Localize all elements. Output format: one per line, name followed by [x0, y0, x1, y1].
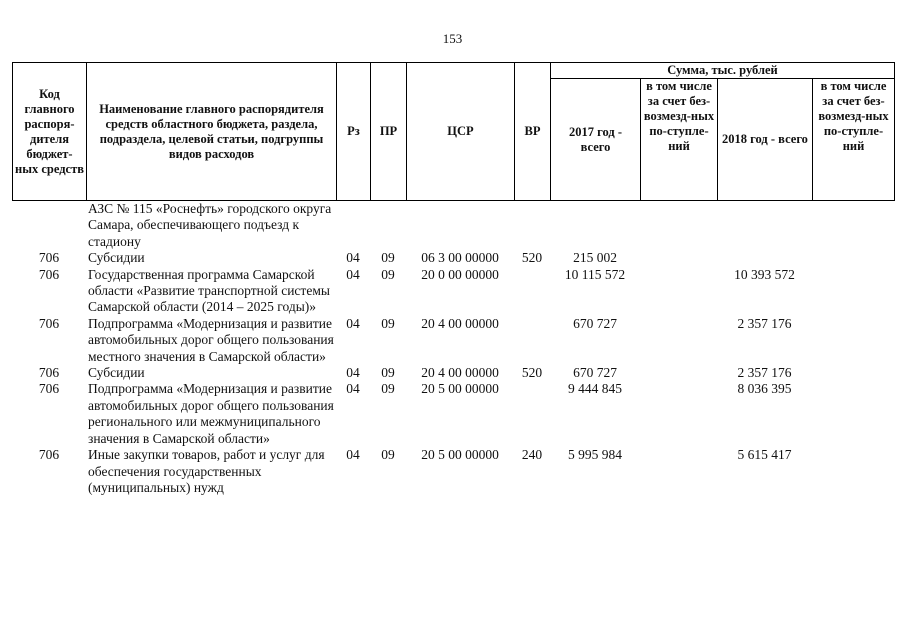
cell-pr: 09: [381, 447, 395, 463]
cell-name: Подпрограмма «Модернизация и развитие автомобильных дорог общего пользования местного значения в Самарской области»: [88, 315, 334, 364]
table-row: [12, 381, 894, 447]
header-2018-grants: в том числе за счет без-возмезд-ных по-ступле-ний: [813, 79, 895, 201]
cell-code: [12, 201, 86, 250]
cell-csr: [406, 201, 514, 250]
cell-code: 706: [38, 266, 60, 282]
cell-incl-2017: [640, 267, 717, 316]
cell-rz: 04: [346, 381, 360, 397]
cell-name: Государственная программа Самарской области «Развитие транспортной системы Самарской области (2014 – 2025 годы)»: [88, 266, 330, 315]
cell-vr: [514, 267, 550, 316]
cell-vr: [514, 381, 550, 447]
cell-incl-2018: [812, 250, 894, 266]
cell-name: Иные закупки товаров, работ и услуг для обеспечения государственных (муниципальных) нужд: [88, 447, 325, 495]
table-row: [12, 267, 894, 316]
cell-code: 706: [38, 365, 60, 381]
cell-total-2017: 10 115 572: [564, 266, 626, 282]
cell-pr: 09: [381, 381, 395, 397]
cell-incl-2018: [812, 447, 894, 496]
cell-name: Субсидии: [88, 365, 145, 381]
cell-name: АЗС № 115 «Роснефть» городского округа Самара, обеспечивающего подъезд к стадиону: [88, 201, 332, 249]
cell-incl-2018: [812, 201, 894, 250]
cell-csr: 20 4 00 00000: [421, 315, 499, 331]
cell-total-2017: 5 995 984: [568, 447, 622, 463]
cell-total-2017: 215 002: [573, 250, 617, 266]
budget-table-header: [12, 62, 895, 201]
header-vr: ВР: [515, 63, 551, 201]
cell-total-2017: 9 444 845: [568, 381, 622, 397]
cell-name: Подпрограмма «Модернизация и развитие автомобильных дорог общего пользования регионального или межмуниципального значения в Самарской области»: [88, 381, 334, 446]
page-number: 153: [442, 31, 463, 46]
cell-total-2018: 5 615 417: [737, 447, 792, 463]
cell-total-2017: 670 727: [573, 315, 617, 331]
cell-rz: 04: [346, 447, 360, 463]
header-name: Наименование главного распорядителя средств областного бюджета, раздела, подраздела, целевой статьи, подгруппы видов расходов: [87, 63, 337, 201]
cell-rz: 04: [346, 266, 360, 282]
cell-pr: 09: [381, 365, 395, 381]
cell-total-2017: [550, 201, 640, 250]
table-row: [12, 365, 894, 381]
table-row: [12, 447, 894, 496]
cell-incl-2018: [812, 381, 894, 447]
cell-total-2018: 2 357 176: [737, 315, 792, 331]
cell-incl-2017: [640, 316, 717, 365]
cell-incl-2017: [640, 381, 717, 447]
header-rz: Рз: [337, 63, 371, 201]
cell-incl-2018: [812, 316, 894, 365]
cell-incl-2017: [640, 201, 717, 250]
cell-vr: 240: [521, 447, 543, 463]
header-csr: ЦСР: [407, 63, 515, 201]
cell-csr: 20 0 00 00000: [421, 266, 499, 282]
cell-incl-2017: [640, 250, 717, 266]
cell-pr: 09: [381, 315, 395, 331]
cell-name: Субсидии: [88, 250, 145, 266]
cell-vr: [514, 201, 550, 250]
cell-vr: 520: [521, 365, 543, 381]
cell-csr: 06 3 00 00000: [421, 250, 499, 266]
header-sum: Сумма, тыс. рублей: [551, 63, 895, 79]
cell-rz: 04: [346, 315, 360, 331]
cell-total-2017: 670 727: [573, 365, 617, 381]
cell-total-2018: [717, 201, 812, 250]
cell-total-2018: [717, 250, 812, 266]
cell-pr: 09: [381, 266, 395, 282]
cell-vr: [514, 316, 550, 365]
cell-incl-2018: [812, 267, 894, 316]
cell-code: 706: [38, 250, 60, 266]
header-code: Код главного распоря-дителя бюджет-ных средств: [13, 63, 87, 201]
header-2017-grants: в том числе за счет без-возмезд-ных по-ступле-ний: [641, 79, 718, 201]
cell-incl-2017: [640, 365, 717, 381]
cell-vr: 520: [521, 250, 543, 266]
cell-rz: 04: [346, 250, 360, 266]
cell-total-2018: 10 393 572: [734, 266, 795, 282]
cell-total-2018: 8 036 395: [737, 381, 792, 397]
cell-code: 706: [38, 315, 60, 331]
cell-pr: 09: [381, 250, 395, 266]
cell-csr: 20 5 00 00000: [421, 381, 499, 397]
table-row: [12, 250, 894, 266]
header-pr: ПР: [371, 63, 407, 201]
cell-code: 706: [38, 381, 60, 397]
cell-pr: [370, 201, 406, 250]
table-row: [12, 201, 894, 250]
cell-csr: 20 4 00 00000: [421, 365, 499, 381]
cell-code: 706: [38, 447, 60, 463]
cell-rz: 04: [346, 365, 360, 381]
header-2018-total: 2018 год - всего: [718, 79, 813, 201]
cell-incl-2018: [812, 365, 894, 381]
budget-table-body: [12, 201, 894, 496]
table-row: [12, 316, 894, 365]
cell-rz: [336, 201, 370, 250]
cell-incl-2017: [640, 447, 717, 496]
cell-csr: 20 5 00 00000: [421, 447, 499, 463]
cell-total-2018: 2 357 176: [737, 365, 792, 381]
header-2017-total: 2017 год - всего: [551, 79, 641, 201]
